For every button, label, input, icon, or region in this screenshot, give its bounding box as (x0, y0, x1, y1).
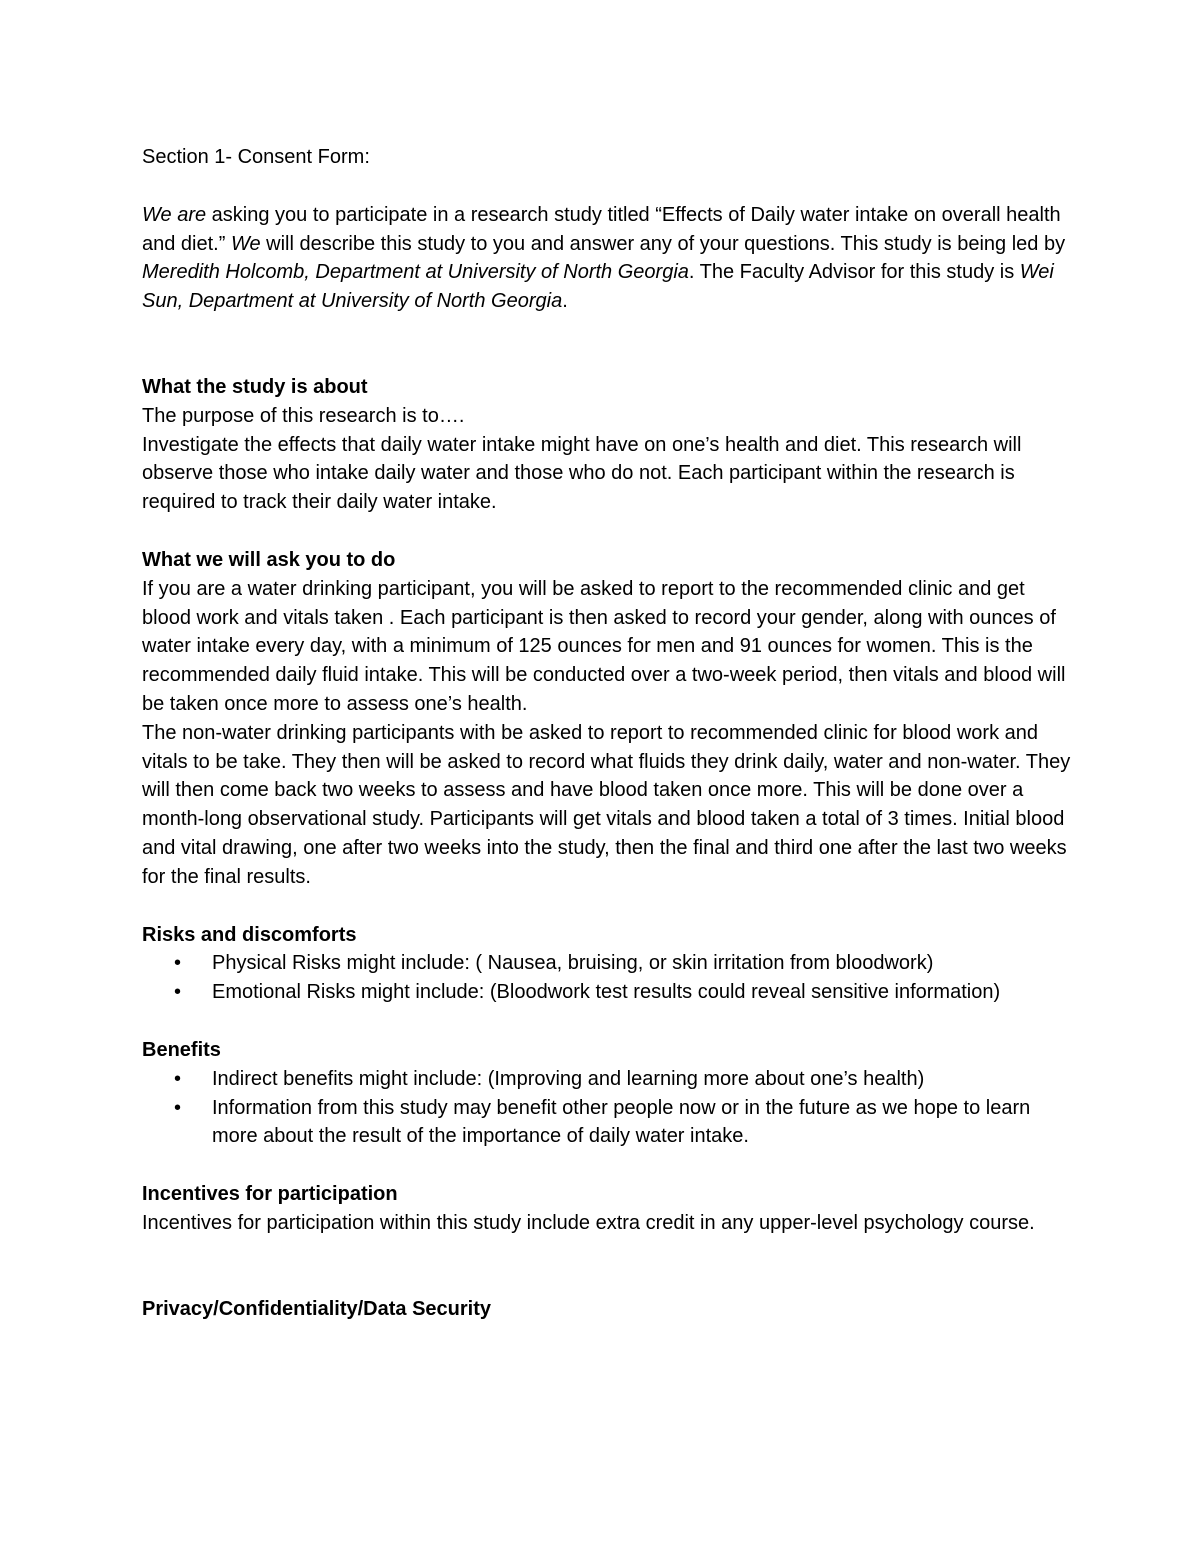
document-page (142, 143, 1072, 1353)
intro-text-run: will describe this study to you and answer any of your questions. This study is being led by (260, 232, 1066, 255)
section (142, 1295, 1072, 1324)
document-title: Section 1- Consent Form: (142, 146, 370, 168)
sections-container (142, 373, 1072, 1324)
bullet-text: Indirect benefits might include: (Improving and learning more about one’s health) (212, 1067, 925, 1090)
section-heading: What the study is about (142, 375, 368, 398)
intro-paragraph (142, 201, 1072, 316)
intro-text-run: . (562, 290, 568, 313)
intro-text-run: asking you to participate in a research study titled “Effects of Daily water intake on overall health and diet.” (142, 203, 1061, 255)
bullet-item (142, 1065, 1072, 1094)
section (142, 1180, 1072, 1238)
section-paragraph: Incentives for participation within this study include extra credit in any upper-level psychology course. (142, 1211, 1035, 1234)
intro-italic-run: We (230, 232, 261, 255)
bullet-item (142, 949, 1072, 978)
section-paragraph: The non-water drinking participants with be asked to report to recommended clinic for blood work and vitals to be take. They then will be asked to record what fluids they drink daily, water and non-water. They will then come back two weeks to assess and have blood taken once more. This will be done over a month-long observational study. Participants will get vitals and blood taken a total of 3 times. Initial blood and vital drawing, one after two weeks into the study, then the final and third one after the last two weeks for the final results. (142, 721, 1071, 888)
section-heading: What we will ask you to do (142, 548, 396, 571)
section-heading: Benefits (142, 1038, 221, 1061)
intro-italic-run: Wei Sun, Department at University of North Georgia (142, 261, 1054, 313)
section (142, 1036, 1072, 1151)
section-heading: Risks and discomforts (142, 923, 357, 946)
bullet-dot-icon: • (174, 952, 182, 975)
section (142, 921, 1072, 1007)
section-paragraph: Investigate the effects that daily water intake might have on one’s health and diet. This research will observe those who intake daily water and those who do not. Each participant within the research is required to track their daily water intake. (142, 433, 1022, 514)
bullet-text: Information from this study may benefit other people now or in the future as we hope to learn more about the result of the importance of daily water intake. (212, 1096, 1031, 1148)
section-heading: Privacy/Confidentiality/Data Security (142, 1297, 492, 1320)
bullet-list (142, 1065, 1072, 1151)
section-paragraph: The purpose of this research is to…. (142, 404, 465, 427)
intro-text-run: . The Faculty Advisor for this study is (688, 261, 1020, 284)
bullet-item (142, 1094, 1072, 1152)
section (142, 373, 1072, 517)
bullet-item (142, 978, 1072, 1007)
bullet-dot-icon: • (174, 981, 182, 1004)
bullet-list (142, 949, 1072, 1007)
bullet-dot-icon: • (174, 1096, 182, 1119)
section-heading: Incentives for participation (142, 1183, 398, 1206)
bullet-text: Emotional Risks might include: (Bloodwork test results could reveal sensitive information) (212, 981, 1001, 1004)
intro-italic-run: Meredith Holcomb, Department at University of North Georgia (142, 261, 689, 284)
bullet-text: Physical Risks might include: ( Nausea, bruising, or skin irritation from bloodwork) (212, 952, 934, 975)
section-paragraph: If you are a water drinking participant, you will be asked to report to the recommended clinic and get blood work and vitals taken . Each participant is then asked to record your gender, along with ounces of water intake every day, with a minimum of 125 ounces for men and 91 ounces for women. This is the recommended daily fluid intake. This will be conducted over a two-week period, then vitals and blood will be taken once more to assess one’s health. (142, 577, 1066, 715)
intro-italic-run: We are (142, 203, 207, 226)
bullet-dot-icon: • (174, 1067, 182, 1090)
section (142, 546, 1072, 892)
